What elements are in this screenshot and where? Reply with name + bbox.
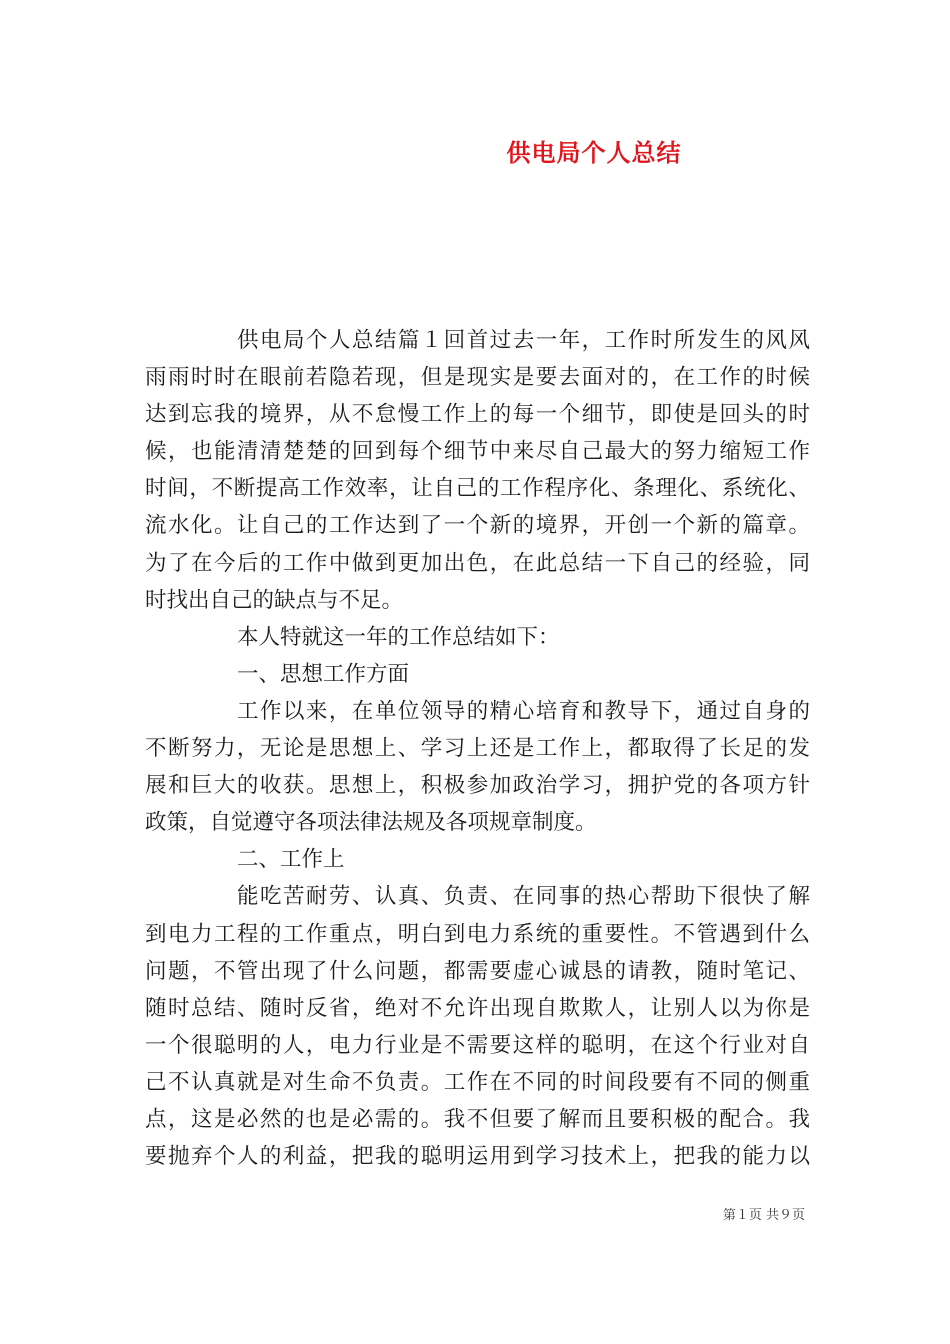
text-line: 政策，自觉遵守各项法律法规及各项规章制度。 — [145, 810, 597, 836]
text-line: 到电力工程的工作重点，明白到电力系统的重要性。不管遇到什么 — [145, 921, 810, 947]
document-body — [145, 322, 810, 1175]
text-line: 一、思想工作方面 — [237, 661, 410, 687]
text-line: 工作以来，在单位领导的精心培育和教导下，通过自身的 — [237, 698, 810, 724]
text-line: 点，这是必然的也是必需的。我不但要了解而且要积极的配合。我 — [145, 1106, 810, 1132]
text-line: 能吃苦耐劳、认真、负责、在同事的热心帮助下很快了解 — [237, 884, 810, 910]
text-line: 流水化。让自己的工作达到了一个新的境界，开创一个新的篇章。 — [145, 513, 810, 539]
text-line: 供电局个人总结篇１回首过去一年，工作时所发生的风风 — [237, 328, 810, 353]
text-line: 达到忘我的境界，从不怠慢工作上的每一个细节，即使是回头的时 — [145, 402, 810, 428]
text-line: 一个很聪明的人，电力行业是不需要这样的聪明，在这个行业对自 — [145, 1032, 810, 1058]
document-title: 供电局个人总结 — [506, 138, 682, 167]
text-line: 候，也能清清楚楚的回到每个细节中来尽自己最大的努力缩短工作 — [145, 439, 810, 465]
text-line: 展和巨大的收获。思想上，积极参加政治学习，拥护党的各项方针 — [145, 773, 810, 799]
text-line: 随时总结、随时反省，绝对不允许出现自欺欺人，让别人以为你是 — [145, 995, 810, 1021]
text-line: 本人特就这一年的工作总结如下： — [237, 624, 560, 650]
text-line: 要抛弃个人的利益，把我的聪明运用到学习技术上，把我的能力以 — [145, 1144, 810, 1170]
text-line: 为了在今后的工作中做到更加出色，在此总结一下自己的经验，同 — [145, 550, 810, 576]
text-line: 时找出自己的缺点与不足。 — [145, 587, 404, 613]
text-line: 己不认真就是对生命不负责。工作在不同的时间段要有不同的侧重 — [145, 1069, 810, 1095]
text-line: 雨雨时时在眼前若隐若现，但是现实是要去面对的，在工作的时候 — [145, 365, 810, 391]
text-line: 二、工作上 — [237, 847, 345, 873]
text-line: 问题，不管出现了什么问题，都需要虚心诚恳的请教，随时笔记、 — [145, 958, 810, 984]
text-line: 时间，不断提高工作效率，让自己的工作程序化、条理化、系统化、 — [145, 476, 810, 502]
page-number: 第１页 共９页 — [722, 1208, 805, 1223]
text-line: 不断努力，无论是思想上、学习上还是工作上，都取得了长足的发 — [145, 736, 810, 762]
